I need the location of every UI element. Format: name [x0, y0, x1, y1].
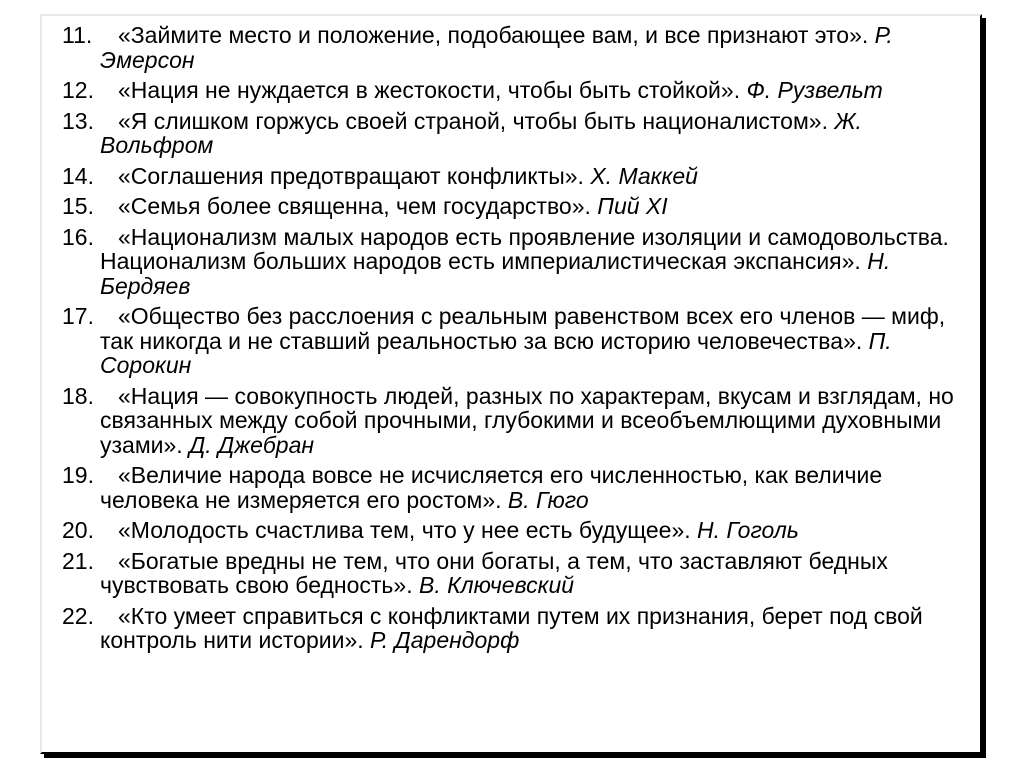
quote-author: Н. Гоголь: [697, 517, 799, 543]
quote-author: П. Сорокин: [100, 327, 892, 378]
quote-text: «Соглашения предотвращают конфликты».: [118, 162, 584, 189]
quote-number: 13.: [62, 107, 94, 134]
quote-number: 22.: [62, 602, 94, 629]
quote-author: В. Гюго: [507, 486, 589, 513]
quote-item: [62, 109, 967, 158]
quote-item: [62, 78, 967, 103]
quote-item: [62, 304, 967, 378]
quote-text: «Я слишком горжусь своей страной, чтобы быть националистом».: [118, 107, 828, 134]
quote-text: «Величие народа вовсе не исчисляется его численностью, как величие человека не измеряется его ростом».: [100, 462, 883, 513]
quote-number: 18.: [62, 382, 94, 409]
quote-item: [62, 463, 967, 512]
quote-item: [62, 164, 967, 189]
quote-number: 15.: [62, 193, 94, 219]
quote-item: [62, 194, 967, 219]
quote-author: Д. Джебран: [189, 431, 315, 458]
quote-item: [62, 604, 967, 653]
quote-number: 17.: [62, 303, 94, 329]
quote-number: 12.: [62, 77, 94, 103]
quote-text: «Молодость счастлива тем, что у нее есть будущее».: [118, 517, 691, 543]
quote-text: «Займите место и положение, подобающее вам, и все признают это».: [118, 22, 869, 48]
quote-author: Р. Дарендорф: [370, 627, 520, 653]
quote-author: В. Ключевский: [418, 572, 575, 598]
quote-text: «Нация — совокупность людей, разных по характерам, вкусам и взглядам, но связанных между собой прочными, глубокими и всеобъемлющими духовными узами».: [100, 382, 954, 458]
quote-author: Ж. Вольфром: [100, 107, 862, 158]
quote-text: «Общество без расслоения с реальным равенством всех его членов — миф, так никогда и не ставший реальностью за всю историю человечества».: [100, 303, 946, 354]
quote-item: [62, 225, 967, 299]
quote-author: Н. Бердяев: [100, 248, 891, 299]
quote-text: «Нация не нуждается в жестокости, чтобы быть стойкой».: [118, 77, 741, 103]
quote-item: [62, 518, 967, 543]
quote-author: Пий XI: [597, 193, 668, 219]
quote-author: Ф. Рузвельт: [746, 77, 883, 103]
quote-list: [62, 23, 967, 659]
quote-number: 11.: [62, 22, 93, 48]
quote-number: 20.: [62, 517, 94, 543]
quote-text: «Семья более священна, чем государство».: [118, 193, 591, 219]
quote-author: Р. Эмерсон: [100, 22, 893, 73]
quote-text: «Кто умеет справиться с конфликтами путем их признания, берет под свой контроль нити истории».: [100, 602, 923, 653]
quote-item: [62, 23, 967, 72]
quote-text: «Национализм малых народов есть проявление изоляции и самодовольства. Национализм больших народов есть империалистическая экспансия».: [100, 223, 949, 274]
quote-number: 16.: [62, 223, 94, 250]
quote-author: Х. Маккей: [590, 162, 698, 189]
quote-item: [62, 549, 967, 598]
quote-text: «Богатые вредны не тем, что они богаты, а тем, что заставляют бедных чувствовать свою бедность».: [100, 547, 888, 598]
quote-number: 19.: [62, 462, 94, 488]
quote-number: 14.: [62, 162, 94, 189]
quote-item: [62, 384, 967, 458]
quote-number: 21.: [62, 547, 94, 574]
